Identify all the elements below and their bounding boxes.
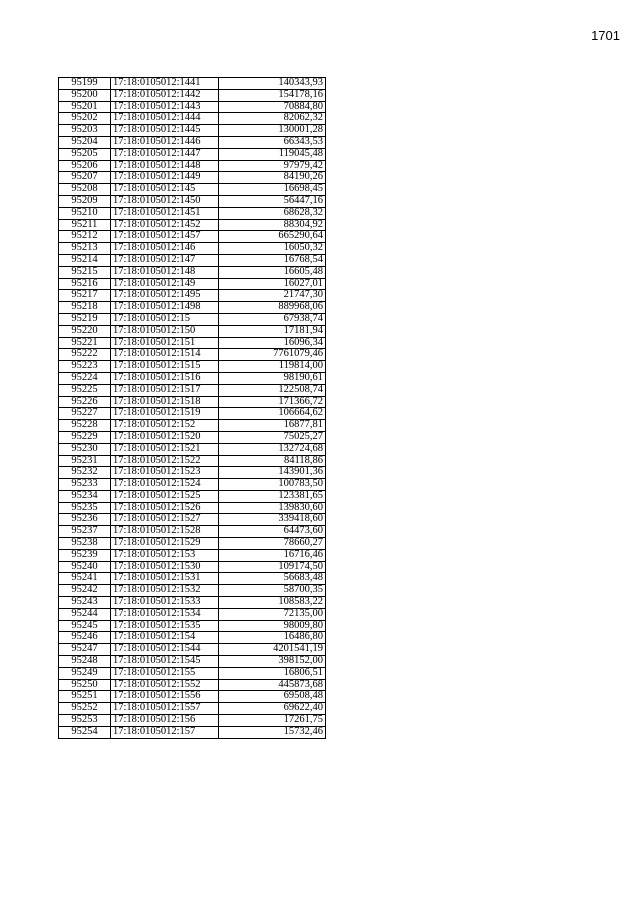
cadastral-number-cell: 17:18:0105012:1545 [111,656,219,668]
table-row [59,691,326,703]
cadastral-number-cell: 17:18:0105012:1528 [111,526,219,538]
row-number-cell: 95217 [59,290,111,302]
row-number-cell: 95208 [59,184,111,196]
cadastral-number-cell: 17:18:0105012:149 [111,278,219,290]
amount-cell: 119045,48 [219,148,326,160]
table-row [59,160,326,172]
table-row [59,585,326,597]
cadastral-number-cell: 17:18:0105012:1498 [111,302,219,314]
table-row [59,549,326,561]
table-row [59,195,326,207]
amount-cell: 16806,51 [219,667,326,679]
amount-cell: 445873,68 [219,679,326,691]
cadastral-number-cell: 17:18:0105012:15 [111,313,219,325]
amount-cell: 171366,72 [219,396,326,408]
row-number-cell: 95254 [59,726,111,738]
row-number-cell: 95224 [59,372,111,384]
amount-cell: 108583,22 [219,597,326,609]
table-row [59,290,326,302]
cadastral-number-cell: 17:18:0105012:157 [111,726,219,738]
row-number-cell: 95200 [59,89,111,101]
row-number-cell: 95212 [59,231,111,243]
table-row [59,408,326,420]
table-row [59,231,326,243]
cadastral-number-cell: 17:18:0105012:1442 [111,89,219,101]
amount-cell: 7761079,46 [219,349,326,361]
amount-cell: 17261,75 [219,715,326,727]
row-number-cell: 95201 [59,101,111,113]
amount-cell: 139830,60 [219,502,326,514]
cadastral-number-cell: 17:18:0105012:1441 [111,78,219,90]
cadastral-number-cell: 17:18:0105012:1531 [111,573,219,585]
table-row [59,396,326,408]
amount-cell: 16486,80 [219,632,326,644]
table-row [59,278,326,290]
row-number-cell: 95234 [59,490,111,502]
cadastral-number-cell: 17:18:0105012:154 [111,632,219,644]
table-row [59,656,326,668]
table-row [59,431,326,443]
amount-cell: 56683,48 [219,573,326,585]
cadastral-number-cell: 17:18:0105012:1451 [111,207,219,219]
row-number-cell: 95235 [59,502,111,514]
row-number-cell: 95241 [59,573,111,585]
cadastral-number-cell: 17:18:0105012:1533 [111,597,219,609]
amount-cell: 119814,00 [219,361,326,373]
amount-cell: 16768,54 [219,254,326,266]
amount-cell: 84190,26 [219,172,326,184]
amount-cell: 67938,74 [219,313,326,325]
cadastral-number-cell: 17:18:0105012:1447 [111,148,219,160]
cadastral-number-cell: 17:18:0105012:1449 [111,172,219,184]
amount-cell: 16877,81 [219,420,326,432]
row-number-cell: 95215 [59,266,111,278]
row-number-cell: 95238 [59,538,111,550]
cadastral-number-cell: 17:18:0105012:1452 [111,219,219,231]
row-number-cell: 95242 [59,585,111,597]
amount-cell: 4201541,19 [219,644,326,656]
amount-cell: 154178,16 [219,89,326,101]
table-row [59,266,326,278]
amount-cell: 132724,68 [219,443,326,455]
row-number-cell: 95240 [59,561,111,573]
amount-cell: 140343,93 [219,78,326,90]
table-row [59,561,326,573]
row-number-cell: 95253 [59,715,111,727]
row-number-cell: 95243 [59,597,111,609]
table-row [59,349,326,361]
table-row [59,207,326,219]
row-number-cell: 95228 [59,420,111,432]
cadastral-number-cell: 17:18:0105012:156 [111,715,219,727]
table-row [59,538,326,550]
cadastral-number-cell: 17:18:0105012:1443 [111,101,219,113]
cadastral-number-cell: 17:18:0105012:1534 [111,608,219,620]
cadastral-number-cell: 17:18:0105012:1517 [111,384,219,396]
row-number-cell: 95219 [59,313,111,325]
cadastral-number-cell: 17:18:0105012:1529 [111,538,219,550]
row-number-cell: 95236 [59,514,111,526]
row-number-cell: 95214 [59,254,111,266]
amount-cell: 889968,06 [219,302,326,314]
table-row [59,443,326,455]
table-row [59,608,326,620]
row-number-cell: 95227 [59,408,111,420]
row-number-cell: 95211 [59,219,111,231]
row-number-cell: 95244 [59,608,111,620]
row-number-cell: 95252 [59,703,111,715]
amount-cell: 143901,36 [219,467,326,479]
table-row [59,573,326,585]
cadastral-number-cell: 17:18:0105012:1521 [111,443,219,455]
cadastral-number-cell: 17:18:0105012:1530 [111,561,219,573]
amount-cell: 84118,86 [219,455,326,467]
amount-cell: 56447,16 [219,195,326,207]
cadastral-number-cell: 17:18:0105012:1556 [111,691,219,703]
amount-cell: 69622,40 [219,703,326,715]
amount-cell: 64473,60 [219,526,326,538]
amount-cell: 106664,62 [219,408,326,420]
cadastral-number-cell: 17:18:0105012:1552 [111,679,219,691]
cadastral-number-cell: 17:18:0105012:1523 [111,467,219,479]
cadastral-number-cell: 17:18:0105012:1524 [111,479,219,491]
row-number-cell: 95202 [59,113,111,125]
amount-cell: 100783,50 [219,479,326,491]
amount-cell: 16605,48 [219,266,326,278]
amount-cell: 82062,32 [219,113,326,125]
cadastral-number-cell: 17:18:0105012:148 [111,266,219,278]
amount-cell: 130001,28 [219,125,326,137]
row-number-cell: 95245 [59,620,111,632]
row-number-cell: 95204 [59,136,111,148]
amount-cell: 58700,35 [219,585,326,597]
amount-cell: 398152,00 [219,656,326,668]
table-row [59,302,326,314]
cadastral-number-cell: 17:18:0105012:1450 [111,195,219,207]
amount-cell: 21747,30 [219,290,326,302]
page-number: 1701 [591,28,620,43]
amount-cell: 109174,50 [219,561,326,573]
row-number-cell: 95239 [59,549,111,561]
row-number-cell: 95218 [59,302,111,314]
amount-cell: 16050,32 [219,243,326,255]
cadastral-number-cell: 17:18:0105012:152 [111,420,219,432]
amount-cell: 122508,74 [219,384,326,396]
table-row [59,372,326,384]
cadastral-number-cell: 17:18:0105012:151 [111,337,219,349]
cadastral-number-cell: 17:18:0105012:1514 [111,349,219,361]
table-row [59,703,326,715]
row-number-cell: 95216 [59,278,111,290]
amount-cell: 17181,94 [219,325,326,337]
cadastral-number-cell: 17:18:0105012:1444 [111,113,219,125]
cadastral-number-cell: 17:18:0105012:1520 [111,431,219,443]
amount-cell: 16698,45 [219,184,326,196]
amount-cell: 69508,48 [219,691,326,703]
row-number-cell: 95210 [59,207,111,219]
table-row [59,136,326,148]
table-row [59,384,326,396]
row-number-cell: 95213 [59,243,111,255]
table-row [59,243,326,255]
amount-cell: 16096,34 [219,337,326,349]
table-row [59,89,326,101]
table-row [59,620,326,632]
cadastral-number-cell: 17:18:0105012:1445 [111,125,219,137]
table-row [59,148,326,160]
amount-cell: 16027,01 [219,278,326,290]
table-row [59,325,326,337]
cadastral-number-cell: 17:18:0105012:1526 [111,502,219,514]
cadastral-number-cell: 17:18:0105012:150 [111,325,219,337]
table-row [59,313,326,325]
cadastral-number-cell: 17:18:0105012:1457 [111,231,219,243]
cadastral-number-cell: 17:18:0105012:145 [111,184,219,196]
row-number-cell: 95249 [59,667,111,679]
table-row [59,455,326,467]
table-row [59,514,326,526]
row-number-cell: 95207 [59,172,111,184]
amount-cell: 72135,00 [219,608,326,620]
amount-cell: 665290,64 [219,231,326,243]
cadastral-number-cell: 17:18:0105012:1522 [111,455,219,467]
row-number-cell: 95225 [59,384,111,396]
row-number-cell: 95199 [59,78,111,90]
cadastral-number-cell: 17:18:0105012:1448 [111,160,219,172]
table-body [59,78,326,739]
amount-cell: 66343,53 [219,136,326,148]
amount-cell: 98190,61 [219,372,326,384]
row-number-cell: 95233 [59,479,111,491]
table-row [59,78,326,90]
data-table [58,77,326,739]
amount-cell: 78660,27 [219,538,326,550]
amount-cell: 68628,32 [219,207,326,219]
cadastral-number-cell: 17:18:0105012:1557 [111,703,219,715]
amount-cell: 97979,42 [219,160,326,172]
table-row [59,101,326,113]
row-number-cell: 95203 [59,125,111,137]
cadastral-number-cell: 17:18:0105012:1544 [111,644,219,656]
row-number-cell: 95205 [59,148,111,160]
table-row [59,632,326,644]
table-row [59,172,326,184]
table-row [59,502,326,514]
table-row [59,219,326,231]
cadastral-number-cell: 17:18:0105012:1518 [111,396,219,408]
table-row [59,667,326,679]
row-number-cell: 95232 [59,467,111,479]
table-row [59,726,326,738]
table-row [59,125,326,137]
table-row [59,479,326,491]
cadastral-number-cell: 17:18:0105012:1527 [111,514,219,526]
cadastral-number-cell: 17:18:0105012:1495 [111,290,219,302]
row-number-cell: 95222 [59,349,111,361]
cadastral-number-cell: 17:18:0105012:1532 [111,585,219,597]
row-number-cell: 95226 [59,396,111,408]
row-number-cell: 95246 [59,632,111,644]
table-row [59,490,326,502]
cadastral-number-cell: 17:18:0105012:1446 [111,136,219,148]
row-number-cell: 95250 [59,679,111,691]
cadastral-number-cell: 17:18:0105012:153 [111,549,219,561]
table-row [59,420,326,432]
cadastral-number-cell: 17:18:0105012:1519 [111,408,219,420]
table-row [59,644,326,656]
row-number-cell: 95231 [59,455,111,467]
table-row [59,337,326,349]
cadastral-number-cell: 17:18:0105012:1515 [111,361,219,373]
row-number-cell: 95251 [59,691,111,703]
amount-cell: 75025,27 [219,431,326,443]
amount-cell: 15732,46 [219,726,326,738]
amount-cell: 70884,80 [219,101,326,113]
row-number-cell: 95223 [59,361,111,373]
table-row [59,361,326,373]
amount-cell: 123381,65 [219,490,326,502]
amount-cell: 98009,80 [219,620,326,632]
table-row [59,679,326,691]
row-number-cell: 95209 [59,195,111,207]
cadastral-number-cell: 17:18:0105012:147 [111,254,219,266]
cadastral-number-cell: 17:18:0105012:146 [111,243,219,255]
cadastral-number-cell: 17:18:0105012:1516 [111,372,219,384]
table-row [59,526,326,538]
row-number-cell: 95247 [59,644,111,656]
amount-cell: 16716,46 [219,549,326,561]
row-number-cell: 95237 [59,526,111,538]
table-row [59,597,326,609]
amount-cell: 339418,60 [219,514,326,526]
table-row [59,184,326,196]
cadastral-number-cell: 17:18:0105012:1535 [111,620,219,632]
row-number-cell: 95248 [59,656,111,668]
table-row [59,113,326,125]
table-row [59,715,326,727]
amount-cell: 88304,92 [219,219,326,231]
cadastral-number-cell: 17:18:0105012:1525 [111,490,219,502]
row-number-cell: 95221 [59,337,111,349]
row-number-cell: 95206 [59,160,111,172]
row-number-cell: 95220 [59,325,111,337]
table-row [59,254,326,266]
row-number-cell: 95230 [59,443,111,455]
cadastral-number-cell: 17:18:0105012:155 [111,667,219,679]
row-number-cell: 95229 [59,431,111,443]
table-row [59,467,326,479]
